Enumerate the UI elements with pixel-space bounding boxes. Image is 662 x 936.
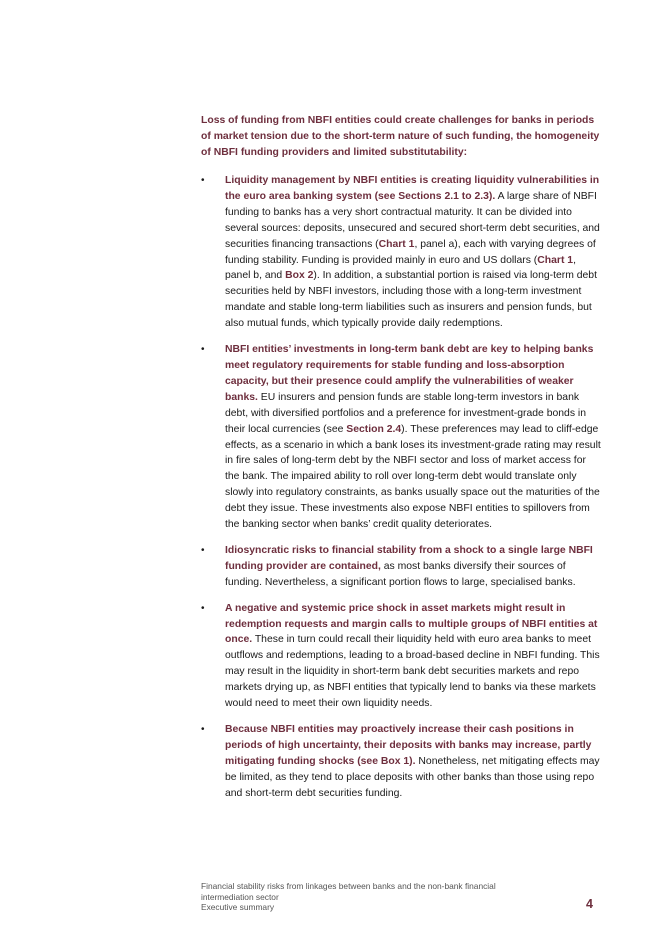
list-item: [201, 543, 601, 591]
bullet-text: EU insurers and pension funds are stable long-term investors in bank debt, with diversified portfolios and a preference for investment-grade bonds in their local currencies (see: [225, 391, 586, 435]
page-number: 4: [586, 897, 593, 911]
bullet-lead: Because NBFI entities may proactively increase their cash positions in periods of high uncertainty, their deposits with banks may increase, partly mitigating funding shocks (see Box 1).: [225, 724, 592, 767]
bullet-text: as most banks diversify their sources of funding. Nevertheless, a significant portion flows to large, specialised banks.: [225, 560, 576, 588]
bullet-text: , panel b, and: [225, 254, 576, 282]
bullet-text: Nonetheless, net mitigating effects may be limited, as they tend to place deposits with other banks than those using repo and short-term debt securities funding.: [225, 755, 600, 799]
intro-paragraph: Loss of funding from NBFI entities could create challenges for banks in periods of market tension due to the short-term nature of such funding, the homogeneity of NBFI funding providers and limited substitutability:: [201, 115, 600, 158]
bullet-text: ). In addition, a substantial portion is raised via long-term debt securities held by NBFI investors, including those with a long-term investment mandate and stable long-term liabilities such as insurers and pension funds, but also mutual funds, which typically provide daily redemptions.: [225, 270, 597, 330]
footer-title-line-2: intermediation sector: [201, 891, 279, 902]
list-item: [201, 342, 601, 533]
list-item: [201, 722, 601, 802]
bullet-text: A large share of NBFI funding to banks has a very short contractual maturity. It can be divided into several sources: deposits, unsecured and secured short-term debt securities, and securities financing transactions (: [225, 190, 600, 250]
bullet-lead: Liquidity management by NBFI entities is creating liquidity vulnerabilities in the euro area banking system (see Sections 2.1 to 2.3).: [225, 175, 600, 202]
bullet-icon: •: [201, 175, 205, 186]
bullet-lead: NBFI entities’ investments in long-term bank debt are key to helping banks meet regulatory requirements for stable funding and loss-absorption capacity, but their presence could amplify the vulnerabilities of weaker banks.: [225, 344, 594, 403]
page-footer: [201, 881, 531, 913]
bullet-lead: Idiosyncratic risks to financial stability from a shock to a single large NBFI funding provider are contained,: [225, 544, 593, 572]
chart-reference: Chart 1: [378, 238, 415, 250]
bullet-text: , panel a), each with varying degrees of funding stability. Funding is provided mainly in euro and US dollars (: [225, 238, 596, 266]
bullet-icon: •: [201, 724, 205, 735]
footer-section-name: Executive summary: [201, 902, 275, 912]
chart-reference: Chart 1: [537, 254, 574, 266]
bullet-lead: A negative and systemic price shock in asset markets might result in redemption requests and margin calls to multiple groups of NBFI entities at once.: [225, 602, 598, 646]
footer-title-line-1: Financial stability risks from linkages between banks and the non-bank financial: [201, 881, 496, 891]
bullet-icon: •: [201, 544, 205, 556]
bullet-text: These in turn could recall their liquidity held with euro area banks to meet outflows and redemptions, leading to a broad-based decline in NBFI funding. This may result in the liquidity in short-term bank debt securities markets and repo markets drying up, as NBFI entities that typically lend to banks via these markets would need to meet their own liquidity needs.: [225, 634, 600, 710]
box-reference: Box 2: [285, 270, 314, 282]
list-item: [201, 601, 601, 712]
section-reference: Section 2.4: [346, 423, 402, 435]
main-content: [201, 113, 601, 812]
bullet-icon: •: [201, 344, 205, 356]
bullet-text: ). These preferences may lead to cliff-edge effects, as a scenario in which a bank loses its investment-grade rating may result in fire sales of long-term debt by the NBFI sector and loss of market access for the bank. The impaired ability to roll over long-term debt would translate only slowly into regulatory constraints, as banks usually space out the maturities of the debt they issue. These investments also expose NBFI entities to spillovers from the banking sector when banks’ credit quality deteriorates.: [225, 423, 601, 531]
bullet-icon: •: [201, 602, 205, 614]
bullet-list: [201, 173, 601, 802]
list-item: [201, 173, 601, 332]
